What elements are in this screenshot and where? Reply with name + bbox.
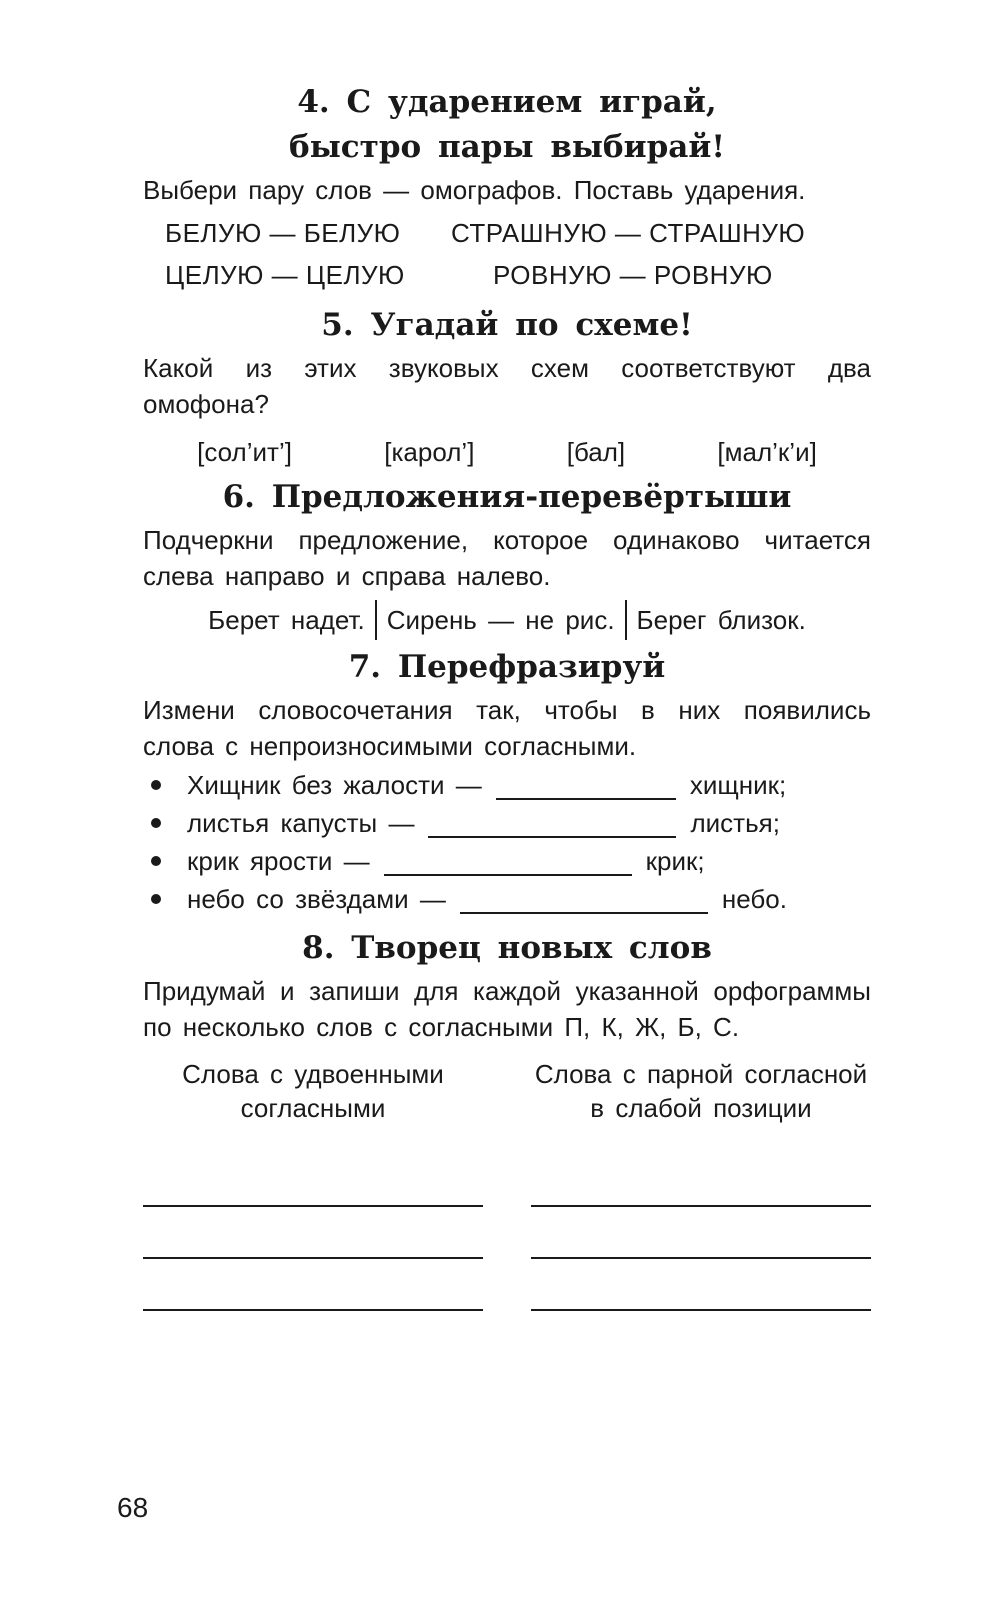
section-4-title-line2: быстро пары выбирай!: [289, 129, 725, 165]
answer-line[interactable]: [143, 1259, 483, 1311]
sound-schemes: [143, 430, 871, 474]
phrase-text: небо со звёздами —: [187, 884, 446, 914]
sound-scheme: [мал’к’и]: [717, 437, 817, 467]
homograph-pair: РОВНУЮ — РОВНУЮ: [493, 260, 773, 290]
divider: [625, 600, 627, 640]
section-6-task: Подчеркни предложение, которое одинаково читается слева направо и справа налево.: [143, 525, 871, 591]
phrase-noun: листья;: [690, 808, 780, 838]
section-7-task: Измени словосочетания так, чтобы в них появились слова с непроизносимыми согласными.: [143, 695, 871, 761]
column-header: Слова с парной согласной в слабой позиции: [534, 1059, 868, 1123]
palindrome-sentences: [143, 598, 871, 642]
list-item: [143, 766, 871, 804]
answer-blank[interactable]: [428, 808, 676, 838]
column-header: Слова с удвоенными согласными: [182, 1059, 444, 1123]
section-8-title: 8. Творец новых слов: [302, 930, 712, 966]
list-item: [143, 842, 871, 880]
sentence-option[interactable]: Сирень — не рис.: [386, 605, 615, 635]
section-8: [143, 926, 871, 1311]
section-8-task: Придумай и запиши для каждой указанной орфограммы по несколько слов с согласными П, К, Ж, Б, С.: [143, 976, 871, 1042]
answer-line[interactable]: [531, 1259, 871, 1311]
homograph-pair: СТРАШНУЮ — СТРАШНУЮ: [451, 218, 806, 248]
list-item: [143, 880, 871, 918]
section-4-title-line1: 4. С ударением играй,: [297, 84, 717, 120]
homograph-pair: БЕЛУЮ — БЕЛУЮ: [165, 218, 401, 248]
phrase-text: Хищник без жалости —: [187, 770, 482, 800]
bullet-icon: [151, 818, 161, 828]
phrase-noun: хищник;: [689, 770, 787, 800]
answer-blank[interactable]: [460, 884, 708, 914]
list-item: [143, 804, 871, 842]
sound-scheme: [сол’ит’]: [197, 437, 292, 467]
column-paired-consonant: [531, 1057, 871, 1311]
section-7: [143, 645, 871, 918]
answer-line[interactable]: [531, 1207, 871, 1259]
section-4: [143, 80, 871, 296]
phrase-noun: небо.: [721, 884, 787, 914]
answer-blank[interactable]: [384, 846, 632, 876]
answer-blank[interactable]: [496, 770, 676, 800]
section-5: [143, 303, 871, 474]
sound-scheme: [бал]: [566, 437, 626, 467]
section-5-title: 5. Угадай по схеме!: [321, 307, 693, 343]
section-6: [143, 475, 871, 642]
bullet-icon: [151, 894, 161, 904]
section-4-task: Выбери пару слов — омографов. Поставь ударения.: [143, 175, 806, 205]
phrase-text: крик ярости —: [187, 846, 370, 876]
section-6-title: 6. Предложения-перевёртыши: [222, 479, 792, 515]
sound-scheme: [карол’]: [384, 437, 475, 467]
sentence-option[interactable]: Берет надет.: [208, 605, 365, 635]
page-number: 68: [117, 1492, 149, 1523]
section-5-task: Какой из этих звуковых схем соответствуют два омофона?: [143, 353, 871, 419]
homograph-pairs: [143, 212, 871, 296]
column-doubled-consonants: [143, 1057, 483, 1311]
bullet-icon: [151, 780, 161, 790]
bullet-icon: [151, 856, 161, 866]
phrase-text: листья капусты —: [187, 808, 415, 838]
section-7-title: 7. Перефразируй: [348, 649, 666, 685]
answer-line[interactable]: [143, 1207, 483, 1259]
answer-line[interactable]: [143, 1155, 483, 1207]
sentence-option[interactable]: Берег близок.: [636, 605, 806, 635]
homograph-pair: ЦЕЛУЮ — ЦЕЛУЮ: [165, 260, 405, 290]
answer-line[interactable]: [531, 1155, 871, 1207]
phrase-noun: крик;: [645, 846, 705, 876]
divider: [375, 600, 377, 640]
rephrase-list: [143, 766, 871, 918]
answer-columns: [143, 1057, 871, 1311]
